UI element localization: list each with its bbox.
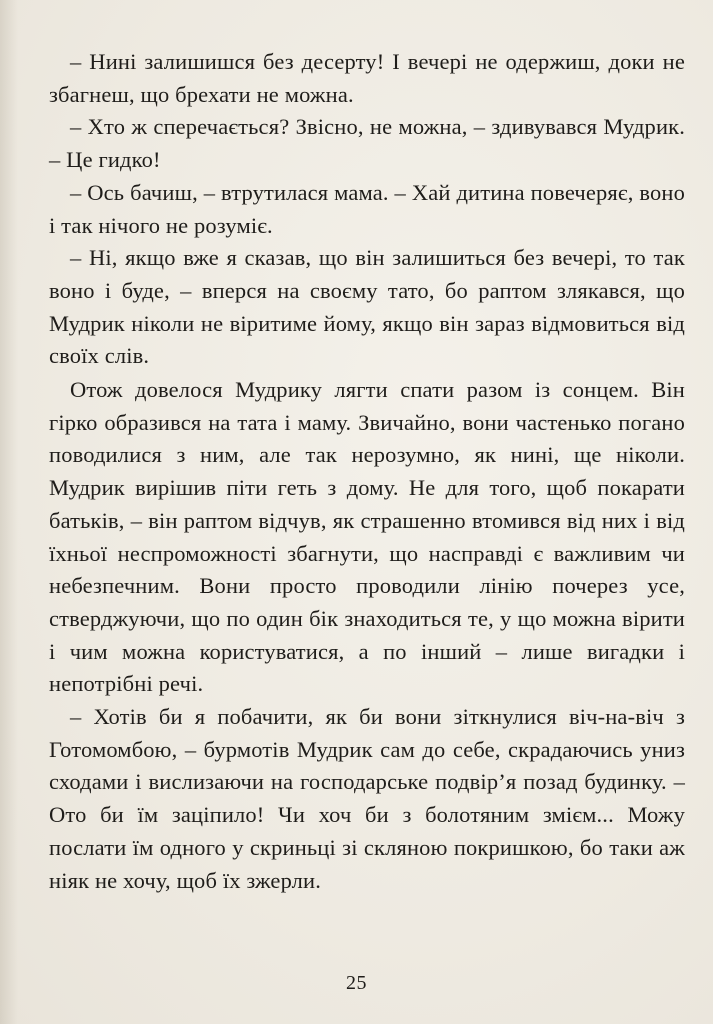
dialogue-section — [49, 46, 685, 373]
paragraph: Отож довелося Мудрику лягти спати разом із сонцем. Він гірко образився на тата і маму. Звичайно, вони частенько погано поводилися з ним, але так нерозумно, як нині, ще ніколи. Мудрик вирішив піти геть з дому. Не для того, щоб покарати батьків, – він раптом відчув, як страшенно втомився від них і від їхньої неспроможності збагнути, що насправді є важливим чи небезпечним. Вони просто проводили лінію почерез усе, стверджуючи, що по один бік знаходиться те, у що можна вірити і чим можна користуватися, а по інший – лише вигадки і непотрібні речі. — [49, 377, 685, 697]
page-number: 25 — [346, 972, 367, 994]
paragraph: – Хотів би я побачити, як би вони зіткнулися віч-на-віч з Готомомбою, – бурмотів Мудрик сам до себе, скрадаючись униз сходами і вислизаючи на господарське подвір’я позад будинку. – Ото би їм заціпило! Чи хоч би з болотяним змієм... Можу послати їм одного у скриньці зі скляною покришкою, бо таки аж ніяк не хочу, щоб їх зжерли. — [49, 704, 685, 893]
paragraph: – Ні, якщо вже я сказав, що він залишиться без вечері, то так воно і буде, – вперся на своєму тато, бо раптом злякався, що Мудрик ніколи не віритиме йому, якщо він зараз відмовиться від своїх слів. — [49, 245, 685, 369]
paragraph: – Хто ж сперечається? Звісно, не можна, – здивувався Мудрик. – Це гидко! — [49, 114, 685, 173]
paragraph: – Ось бачиш, – втрутилася мама. – Хай дитина повечеряє, воно і так нічого не розуміє. — [49, 179, 685, 238]
paragraph: – Нині залишишся без десерту! І вечері не одержиш, доки не збагнеш, що брехати не можна. — [49, 49, 685, 107]
narrative-section — [49, 374, 685, 897]
